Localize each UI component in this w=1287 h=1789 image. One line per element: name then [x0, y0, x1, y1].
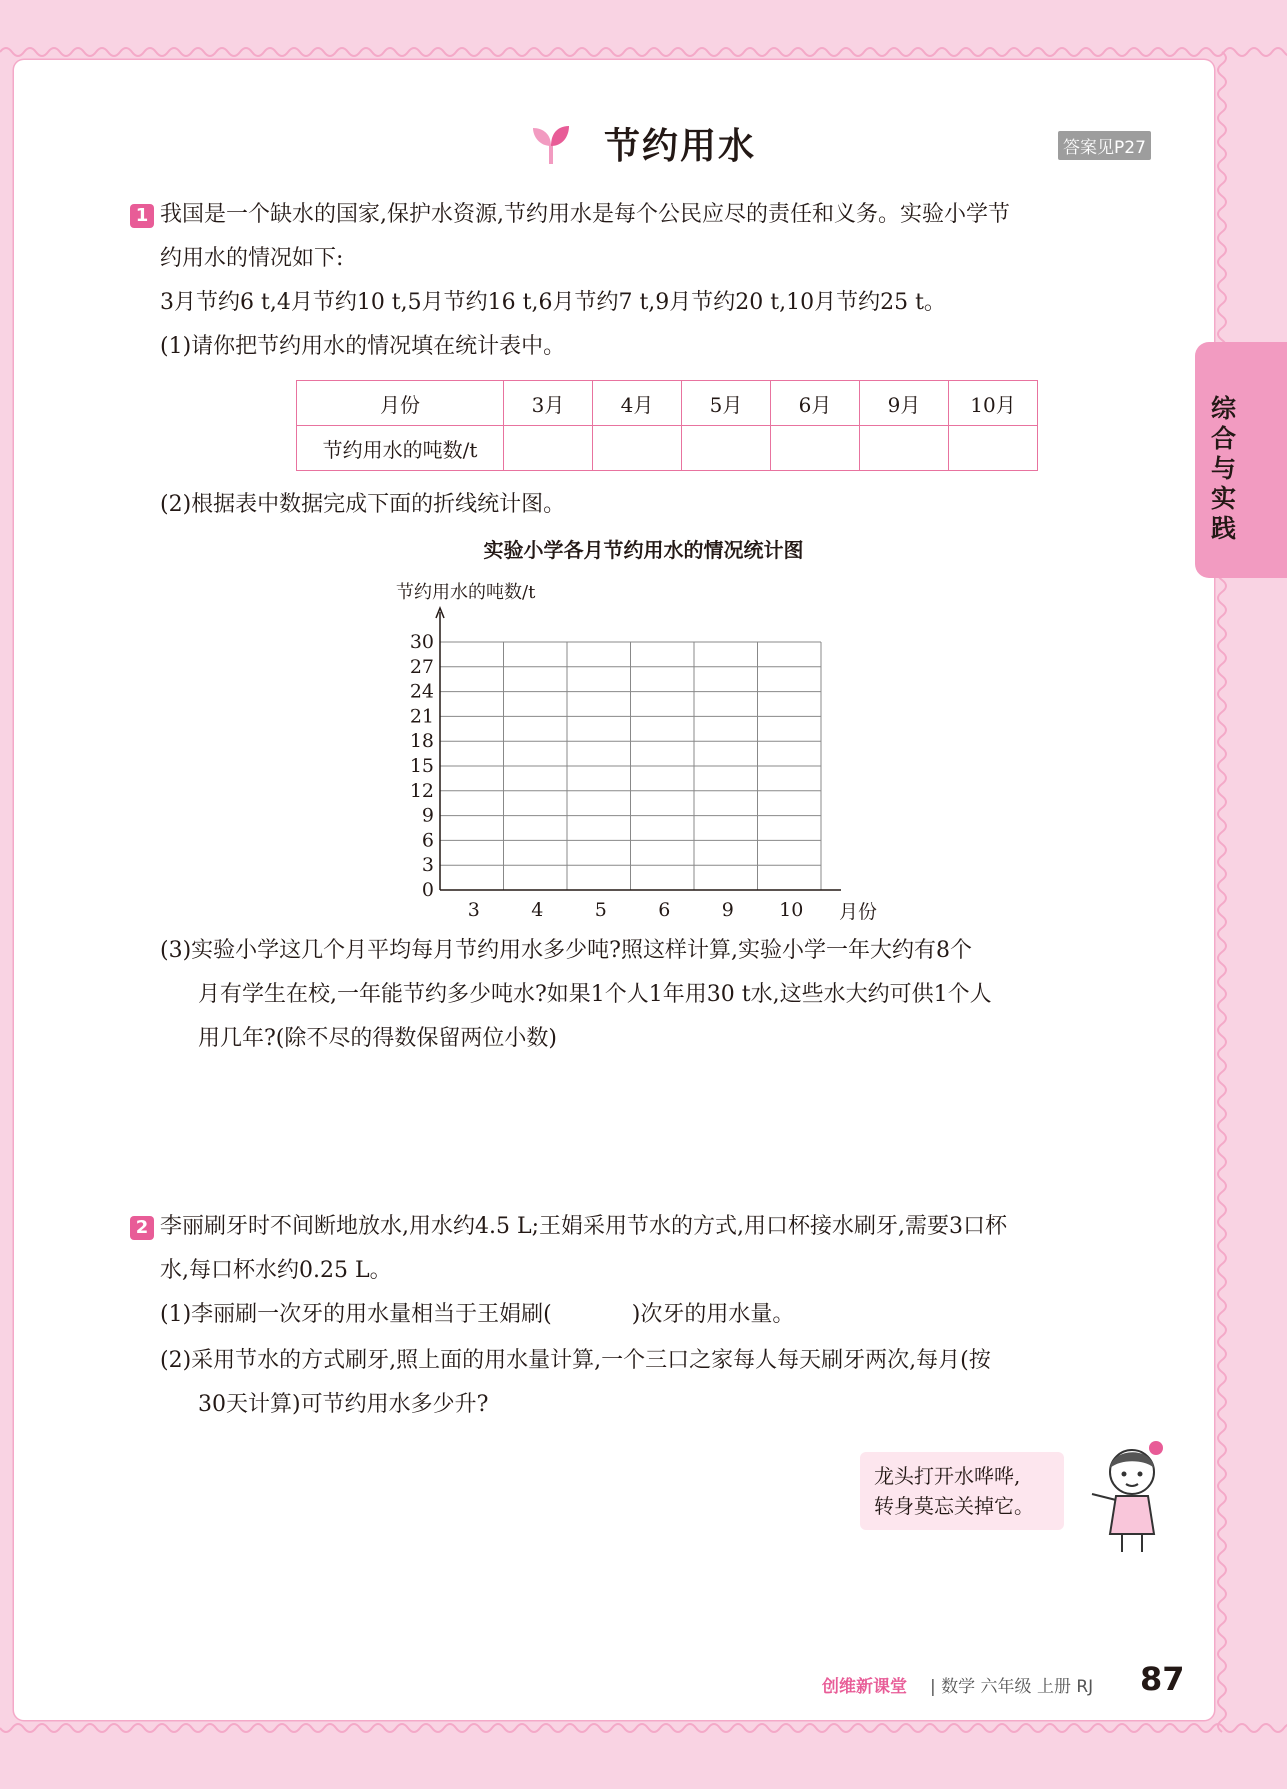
y-tick-label: 30: [409, 631, 434, 653]
x-axis-label: 月份: [839, 901, 878, 923]
table-cell-month: 10月: [949, 381, 1038, 426]
question-2-text-line2: 水,每口杯水约0.25 L。: [160, 1258, 392, 1283]
y-tick-label: 6: [421, 829, 434, 852]
y-axis-label: 节约用水的吨数/t: [396, 582, 536, 603]
girl-illustration-icon: [1082, 1438, 1178, 1558]
table-cell-month: 3月: [504, 381, 593, 426]
frame-wave-top: [0, 48, 1287, 56]
bubble-line1: 龙头打开水哗哗,: [874, 1464, 1021, 1488]
x-tick-label: 9: [721, 899, 734, 921]
question-1-data: 3月节约6 t,4月节约10 t,5月节约16 t,6月节约7 t,9月节约20 t,10月节约25 t。: [160, 290, 946, 315]
x-tick-label: 4: [531, 899, 544, 921]
statistics-table: [296, 380, 1038, 471]
x-tick-label: 5: [594, 899, 607, 921]
y-tick-label: 12: [409, 779, 434, 802]
question-2-number: 2: [130, 1216, 154, 1240]
table-cell-answer[interactable]: [593, 426, 682, 471]
frame-wave-bottom: [0, 1724, 1287, 1732]
question-2-sub1-suffix: )次牙的用水量。: [631, 1302, 795, 1327]
question-1-sub2: (2)根据表中数据完成下面的折线统计图。: [160, 492, 566, 517]
question-1-sub3-line3: 用几年?(除不尽的得数保留两位小数): [198, 1026, 557, 1051]
chart-title: 实验小学各月节约用水的情况统计图: [483, 538, 804, 562]
question-1-text-line1: 我国是一个缺水的国家,保护水资源,节约用水是每个公民应尽的责任和义务。实验小学节: [160, 202, 1010, 227]
y-tick-label: 18: [409, 730, 434, 753]
table-cell-answer[interactable]: [949, 426, 1038, 471]
y-tick-label: 15: [409, 755, 434, 777]
table-cell-answer[interactable]: [682, 426, 771, 471]
question-2-sub2-line1: (2)采用节水的方式刷牙,照上面的用水量计算,一个三口之家每人每天刷牙两次,每月(按: [160, 1348, 991, 1373]
question-2-sub1: [160, 1300, 794, 1330]
footer-info: | 数学 六年级 上册 RJ: [930, 1677, 1094, 1697]
y-tick-label: 21: [409, 705, 434, 728]
table-cell-month: 4月: [593, 381, 682, 426]
x-tick-label: 3: [467, 899, 480, 921]
page-number: 87: [1140, 1660, 1185, 1698]
y-tick-label: 3: [421, 854, 434, 877]
table-cell-answer[interactable]: [771, 426, 860, 471]
table-row-values: [297, 426, 1038, 471]
table-cell-answer[interactable]: [504, 426, 593, 471]
answer-reference: 答案见P27: [1058, 131, 1151, 160]
table-cell-month: 5月: [682, 381, 771, 426]
line-chart: [360, 570, 940, 930]
table-cell-month: 6月: [771, 381, 860, 426]
question-2-sub1-prefix: (1)李丽刷一次牙的用水量相当于王娟刷(: [160, 1302, 552, 1327]
table-row-months: [297, 381, 1038, 426]
bubble-line2: 转身莫忘关掉它。: [874, 1494, 1034, 1518]
table-cell-month: 9月: [860, 381, 949, 426]
y-tick-label: 9: [421, 804, 434, 827]
x-tick-label: 10: [779, 899, 804, 921]
table-header-tons: 节约用水的吨数/t: [297, 426, 504, 471]
question-1-sub3-line1: (3)实验小学这几个月平均每月节约用水多少吨?照这样计算,实验小学一年大约有8个: [160, 938, 972, 963]
question-2-text-line1: 李丽刷牙时不间断地放水,用水约4.5 L;王娟采用节水的方式,用口杯接水刷牙,需要3口杯: [160, 1214, 1007, 1239]
question-1-sub3-line2: 月有学生在校,一年能节约多少吨水?如果1个人1年用30 t水,这些水大约可供1个人: [198, 982, 992, 1007]
y-tick-label: 24: [409, 680, 434, 703]
footer-brand: 创维新课堂: [822, 1677, 907, 1697]
question-1-sub1: (1)请你把节约用水的情况填在统计表中。: [160, 334, 566, 359]
sprout-icon: [531, 122, 571, 166]
table-header-month: 月份: [297, 381, 504, 426]
speech-bubble: [860, 1452, 1064, 1530]
page-title: 节约用水: [604, 126, 757, 167]
x-tick-label: 6: [658, 899, 671, 921]
table-cell-answer[interactable]: [860, 426, 949, 471]
y-tick-label: 0: [421, 879, 434, 901]
question-1-text-line2: 约用水的情况如下:: [160, 246, 344, 271]
y-tick-label: 27: [409, 655, 434, 678]
question-1-number: 1: [130, 204, 154, 228]
side-tab-label: 综合与实践: [1211, 394, 1237, 543]
frame-wave-right: [1218, 52, 1226, 1732]
question-2-sub2-line2: 30天计算)可节约用水多少升?: [198, 1392, 489, 1417]
